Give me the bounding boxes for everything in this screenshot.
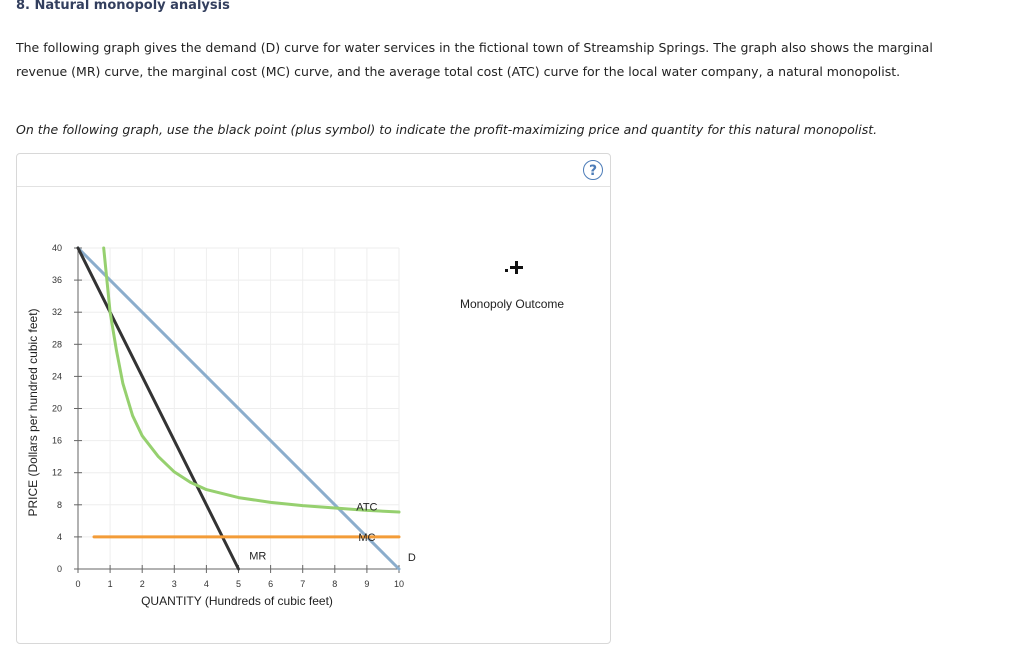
economics-chart[interactable] bbox=[17, 154, 612, 645]
y-tick-label-24: 24 bbox=[51, 371, 62, 382]
monopoly-outcome-label: Monopoly Outcome bbox=[460, 297, 565, 311]
chart-axes bbox=[26, 243, 404, 608]
x-tick-label-4: 4 bbox=[203, 579, 209, 589]
x-tick-label-0: 0 bbox=[75, 579, 81, 589]
curve-label-d: D bbox=[407, 551, 416, 564]
y-tick-label-36: 36 bbox=[51, 275, 62, 286]
y-tick-label-40: 40 bbox=[51, 243, 62, 253]
y-tick-label-28: 28 bbox=[51, 339, 62, 350]
y-axis-label: PRICE (Dollars per hundred cubic feet) bbox=[26, 308, 40, 517]
plus-point-icon bbox=[504, 258, 524, 278]
x-tick-label-2: 2 bbox=[139, 579, 145, 589]
curve-label-mr: MR bbox=[249, 550, 267, 563]
x-tick-label-3: 3 bbox=[171, 579, 177, 589]
x-tick-label-1: 1 bbox=[107, 579, 113, 589]
help-button[interactable]: ? bbox=[583, 160, 603, 180]
x-tick-label-5: 5 bbox=[235, 579, 242, 589]
question-instruction: On the following graph, use the black point (plus symbol) to indicate the profit-maximizing price and quantity for this natural monopolist. bbox=[16, 122, 878, 137]
x-tick-label-10: 10 bbox=[393, 579, 405, 589]
curve-label-mc: MC bbox=[358, 531, 376, 544]
x-axis-label: QUANTITY (Hundreds of cubic feet) bbox=[141, 594, 333, 608]
y-tick-label-8: 8 bbox=[56, 499, 62, 510]
y-tick-label-16: 16 bbox=[51, 435, 62, 446]
x-tick-label-6: 6 bbox=[268, 579, 274, 589]
x-tick-label-9: 9 bbox=[364, 579, 370, 589]
graph-panel bbox=[16, 153, 611, 644]
y-tick-label-4: 4 bbox=[56, 531, 62, 542]
x-tick-label-8: 8 bbox=[332, 579, 338, 589]
curve-label-atc: ATC bbox=[356, 501, 378, 514]
y-tick-label-20: 20 bbox=[51, 403, 62, 414]
question-heading: 8. Natural monopoly analysis bbox=[16, 0, 230, 13]
y-tick-label-0: 0 bbox=[56, 564, 62, 574]
y-tick-label-32: 32 bbox=[51, 307, 62, 318]
question-intro: The following graph gives the demand (D) curve for water services in the fictional town of Streamship Springs. The graph also shows the marginal revenue (MR) curve, the marginal cost (MC) curve, and the average total cost (ATC) curve for the local water company, a natural monopolist. bbox=[16, 40, 933, 79]
monopoly-outcome-tool[interactable] bbox=[504, 258, 524, 278]
y-tick-label-12: 12 bbox=[51, 467, 62, 478]
x-tick-label-7: 7 bbox=[300, 579, 306, 589]
